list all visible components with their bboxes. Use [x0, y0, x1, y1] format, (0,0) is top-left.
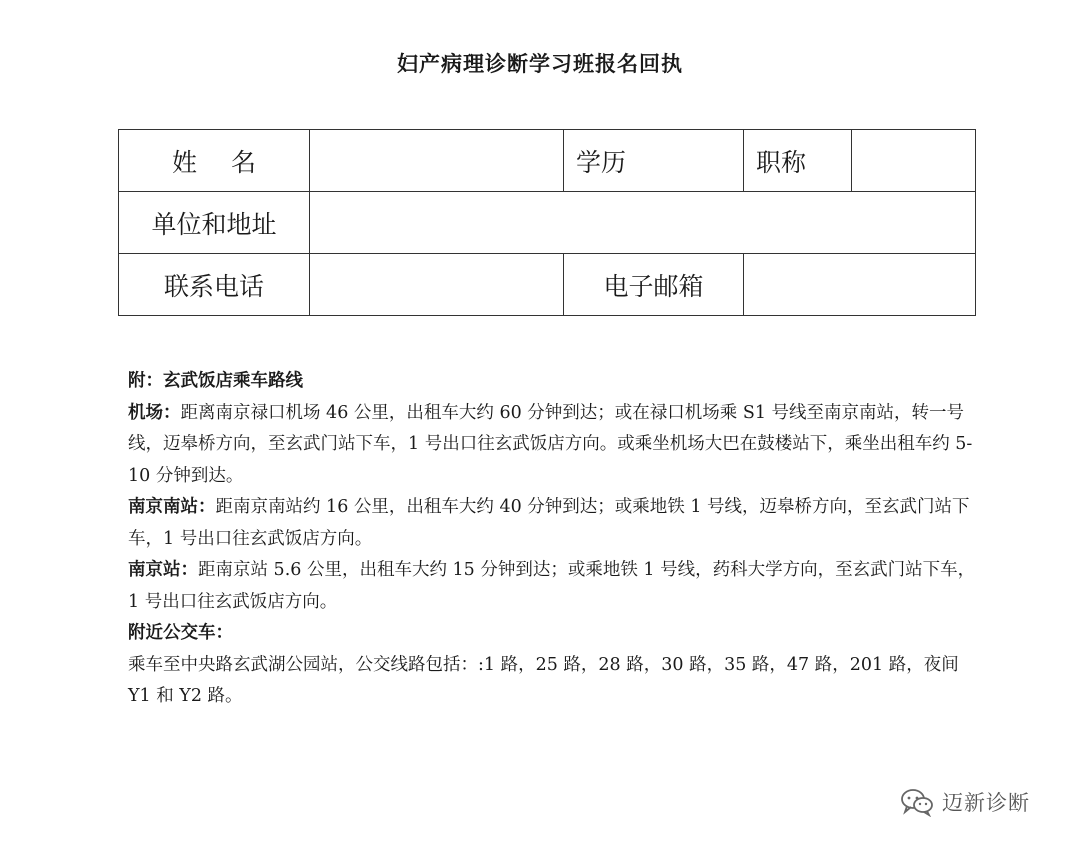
bus-directions: 乘车至中央路玄武湖公园站，公交线路包括：:1 路，25 路，28 路，30 路，35 路，47 路，201 路，夜间 Y1 和 Y2 路。 — [128, 654, 959, 706]
email-field[interactable] — [744, 254, 976, 316]
name-field[interactable] — [310, 130, 564, 192]
page-title: 妇产病理诊断学习班报名回执 — [397, 51, 683, 76]
registration-form — [118, 129, 976, 316]
email-label: 电子邮箱 — [564, 254, 744, 316]
job-title-field[interactable] — [852, 130, 976, 192]
airport-text: 距离南京禄口机场 46 公里，出租车大约 60 分钟到达；或在禄口机场乘 S1 号线至南京南站，转一号线，迈皋桥方向，至玄武门站下车，1 号出口往玄武饭店方向。或乘坐机场大巴在鼓楼站下，乘坐出租车约 5-10 分钟到达。 — [128, 402, 973, 486]
form-row-address — [119, 192, 976, 254]
station-text: 距南京站 5.6 公里，出租车大约 15 分钟到达；或乘地铁 1 号线，药科大学方向，至玄武门站下车，1 号出口往玄武饭店方向。 — [128, 560, 976, 612]
south-station-label: 南京南站： — [128, 497, 216, 517]
station-label: 南京站： — [128, 560, 198, 580]
airport-label: 机场： — [128, 402, 181, 423]
organization-address-label: 单位和地址 — [119, 192, 310, 254]
wechat-icon — [900, 787, 934, 817]
station-directions — [128, 555, 978, 618]
watermark-text: 迈新诊断 — [942, 791, 1030, 815]
directions-heading: 附：玄武饭店乘车路线 — [128, 371, 303, 391]
form-row-contact — [119, 254, 976, 316]
south-station-directions — [128, 492, 978, 555]
watermark — [900, 786, 1030, 818]
phone-label: 联系电话 — [119, 254, 310, 316]
bus-heading: 附近公交车： — [128, 623, 233, 643]
form-row-name — [119, 130, 976, 192]
education-label: 学历 — [564, 130, 744, 192]
organization-address-field[interactable] — [310, 192, 976, 254]
south-station-text: 距南京南站约 16 公里，出租车大约 40 分钟到达；或乘地铁 1 号线，迈皋桥方向，至玄武门站下车，1 号出口往玄武饭店方向。 — [128, 497, 970, 549]
airport-directions — [128, 398, 978, 493]
job-title-label: 职称 — [744, 130, 852, 192]
name-label: 姓名 — [119, 130, 310, 192]
phone-field[interactable] — [310, 254, 564, 316]
directions-section — [128, 366, 978, 713]
